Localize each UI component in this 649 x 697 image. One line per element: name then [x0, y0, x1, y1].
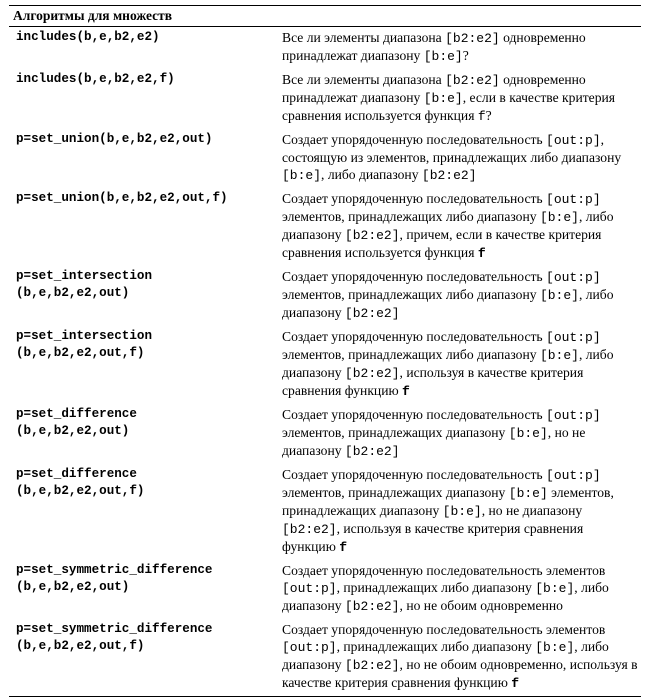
description-text: , но не обоим одновременно, используя в качестве критерия сравнения функцию — [282, 657, 638, 690]
signature-line: (b,e,b2,e2,out,f) — [16, 345, 145, 360]
description-text: Создает упорядоченную последовательность — [282, 191, 547, 206]
description-text: ? — [462, 48, 469, 63]
description-text: Создает упорядоченную последовательность — [282, 132, 547, 147]
description-text: , но не диапазону — [481, 503, 583, 518]
range-notation: [out:p] — [546, 330, 601, 345]
signature-line: (b,e,b2,e2,out) — [16, 579, 130, 594]
table-header: Алгоритмы для множеств — [13, 8, 173, 23]
range-notation: [out:p] — [282, 581, 337, 596]
function-signature — [9, 466, 282, 499]
signature-line: includes(b,e,b2,e2,f) — [16, 72, 175, 86]
function-description — [282, 562, 641, 615]
function-symbol: f — [511, 676, 520, 691]
function-signature — [9, 29, 282, 46]
description-text: , но не обоим одновременно — [399, 598, 563, 613]
function-signature — [9, 131, 282, 148]
function-description — [282, 621, 641, 692]
signature-line: (b,e,b2,e2,out) — [16, 423, 130, 438]
description-text: элементов, принадлежащих либо диапазону — [282, 287, 540, 302]
table-row — [9, 129, 641, 188]
table-row — [9, 27, 641, 69]
description-text: Создает упорядоченную последовательность — [282, 407, 547, 422]
range-notation: [b2:e2] — [445, 73, 500, 88]
description-text: ? — [485, 108, 492, 123]
range-notation: [out:p] — [546, 133, 601, 148]
range-notation: f — [477, 109, 486, 124]
description-text: , используя в качестве критерия сравнения функцию — [282, 365, 584, 398]
signature-line: (b,e,b2,e2,out,f) — [16, 638, 145, 653]
function-symbol: f — [339, 540, 348, 555]
signature-line: p=set_intersection — [16, 329, 153, 343]
signature-line: p=set_difference — [16, 467, 137, 481]
signature-line: includes(b,e,b2,e2) — [16, 30, 160, 44]
function-description — [282, 71, 641, 125]
description-text: , причем, если в качестве критерия сравнения используется функция — [282, 227, 602, 260]
description-text: , либо диапазону — [282, 347, 614, 380]
description-text: , состоящую из элементов, принадлежащих либо диапазону — [282, 132, 622, 165]
table-row — [9, 266, 641, 326]
function-description — [282, 328, 641, 400]
table-row — [9, 404, 641, 464]
function-description — [282, 406, 641, 460]
table-body — [9, 27, 641, 696]
description-text: элементов, принадлежащих либо диапазону — [282, 347, 540, 362]
function-signature — [9, 406, 282, 439]
range-notation: [b2:e2] — [445, 31, 500, 46]
description-text: , либо диапазону — [282, 209, 614, 242]
function-description — [282, 268, 641, 322]
description-text: Создает упорядоченную последовательность — [282, 329, 547, 344]
function-symbol: f — [402, 384, 410, 399]
range-notation: [b2:e2] — [344, 444, 400, 459]
function-signature — [9, 71, 282, 88]
range-notation: [b2:e2] — [344, 366, 400, 381]
table-row — [9, 560, 641, 619]
range-notation: [b:e] — [423, 91, 463, 106]
description-text: Все ли элементы диапазона — [282, 72, 446, 87]
description-text: одновременно принадлежат диапазону — [282, 30, 586, 63]
description-text: Создает упорядоченную последовательность элементов — [282, 563, 606, 578]
function-signature — [9, 562, 282, 595]
function-signature — [9, 328, 282, 361]
function-signature — [9, 621, 282, 654]
description-text: Создает упорядоченную последовательность элементов — [282, 622, 606, 637]
signature-line: p=set_symmetric_difference — [16, 563, 213, 577]
range-notation: [b2:e2] — [421, 168, 477, 183]
range-notation: [b:e] — [539, 348, 579, 363]
range-notation: [b:e] — [423, 49, 463, 64]
function-description — [282, 190, 641, 262]
description-text: , если в качестве критерия сравнения используется функция — [282, 90, 616, 123]
description-text: элементов, принадлежащих диапазону — [282, 425, 509, 440]
description-text: , либо диапазону — [282, 580, 609, 613]
range-notation: [b:e] — [508, 486, 548, 501]
range-notation: [b:e] — [539, 210, 579, 225]
range-notation: [b2:e2] — [344, 228, 400, 243]
table-row — [9, 326, 641, 404]
signature-line: p=set_union(b,e,b2,e2,out) — [16, 132, 213, 146]
range-notation: [out:p] — [546, 468, 601, 483]
function-description — [282, 29, 641, 65]
signature-line: (b,e,b2,e2,out,f) — [16, 483, 145, 498]
range-notation: [b2:e2] — [282, 522, 337, 537]
range-notation: [b2:e2] — [344, 599, 400, 614]
description-text: Создает упорядоченную последовательность — [282, 269, 547, 284]
description-text: , либо диапазону — [282, 639, 609, 672]
description-text: Все ли элементы диапазона — [282, 30, 446, 45]
range-notation: [b:e] — [508, 426, 548, 441]
range-notation: [out:p] — [546, 270, 601, 285]
table-row — [9, 69, 641, 129]
range-notation: [b2:e2] — [344, 658, 400, 673]
range-notation: [b:e] — [539, 288, 579, 303]
table-row — [9, 619, 641, 696]
description-text: , принадлежащих либо диапазону — [336, 639, 536, 654]
description-text: элементов, принадлежащих диапазону — [282, 485, 509, 500]
range-notation: [b:e] — [442, 504, 482, 519]
signature-line: p=set_symmetric_difference — [16, 622, 213, 636]
range-notation: [out:p] — [546, 192, 601, 207]
range-notation: [b:e] — [282, 168, 322, 183]
function-description — [282, 131, 641, 184]
function-signature — [9, 268, 282, 301]
table-row — [9, 188, 641, 266]
description-text: Создает упорядоченную последовательность — [282, 467, 547, 482]
signature-line: p=set_difference — [16, 407, 137, 421]
function-signature — [9, 190, 282, 207]
description-text: , либо диапазону — [321, 167, 422, 182]
set-algorithms-table — [9, 5, 641, 697]
range-notation: [out:p] — [282, 640, 337, 655]
description-text: , но не диапазону — [282, 425, 586, 458]
description-text: , используя в качестве критерия сравнения функцию — [282, 521, 584, 554]
description-text: , либо диапазону — [282, 287, 614, 320]
table-row — [9, 464, 641, 560]
description-text: элементов, принадлежащих либо диапазону — [282, 209, 540, 224]
signature-line: p=set_intersection — [16, 269, 153, 283]
signature-line: (b,e,b2,e2,out) — [16, 285, 130, 300]
range-notation: [out:p] — [546, 408, 601, 423]
description-text: элементов, принадлежащих диапазону — [282, 485, 614, 518]
function-description — [282, 466, 641, 556]
range-notation: [b:e] — [535, 581, 575, 596]
description-text: , принадлежащих либо диапазону — [336, 580, 536, 595]
description-text: одновременно принадлежат диапазону — [282, 72, 586, 105]
range-notation: [b:e] — [535, 640, 575, 655]
range-notation: [b2:e2] — [344, 306, 400, 321]
function-symbol: f — [477, 246, 486, 261]
signature-line: p=set_union(b,e,b2,e2,out,f) — [16, 191, 228, 205]
